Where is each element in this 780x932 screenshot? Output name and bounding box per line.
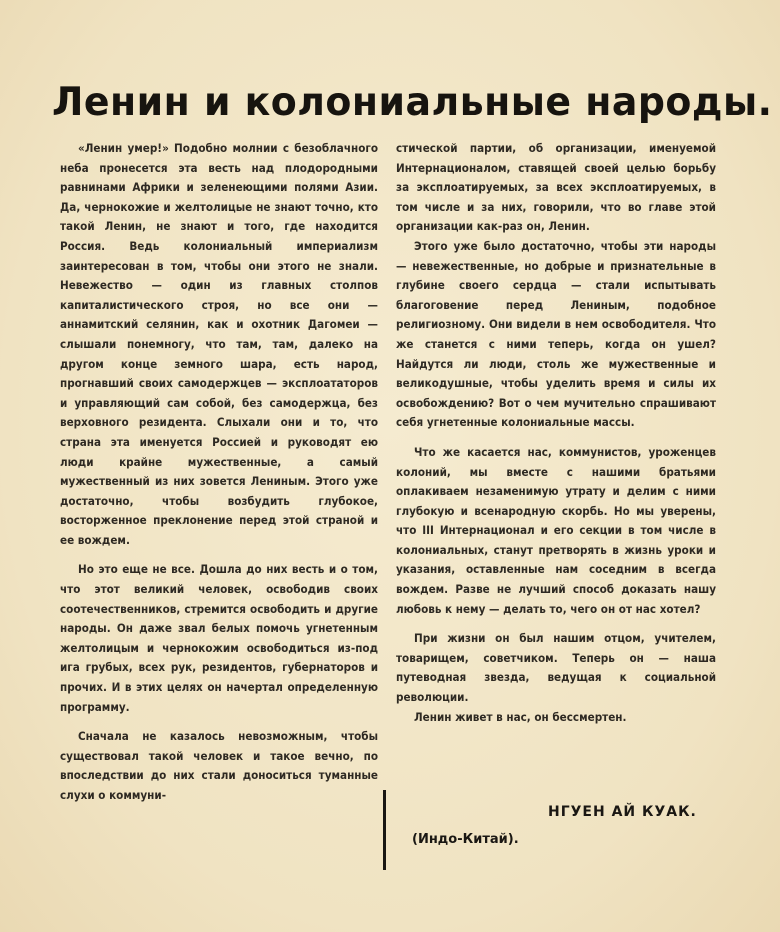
article-title: Ленин и колониальные народы. bbox=[52, 80, 773, 125]
article-paragraph: стической партии, об организации, именуемой Интернационалом, ставящей своей целью борьбу за эксплоатируемых, за всех эксплоатируемых, в том числе и за них, говорили, что во главе этой организации как-раз он, Ленин. bbox=[396, 141, 716, 234]
article-right-column bbox=[396, 139, 716, 727]
article-paragraph: Ленин живет в нас, он бессмертен. bbox=[414, 709, 627, 724]
article-paragraph: При жизни он был нашим отцом, учителем, товарищем, советчиком. Теперь он — наша путеводная звезда, ведущая к социальной революции. bbox=[396, 631, 716, 705]
article-paragraph: Что же касается нас, коммунистов, уроженцев колоний, мы вместе с нашими братьями оплакиваем незаменимую утрату и делим с ними глубокую и всенародную скорбь. Но мы уверены, что III Интернационал и его секции в том числе в колониальных, станут претворять в жизнь уроки и указания, оставленные нам соседним в всегда вождем. Разве не лучший способ доказать нашу любовь к нему — делать то, чего он от нас хотел? bbox=[396, 444, 716, 616]
article-paragraph: Сначала не казалось невозможным, чтобы существовал такой человек и такое вечно, по впоследствии до них стали доноситься туманные слухи о коммуни- bbox=[60, 729, 378, 802]
column-divider bbox=[383, 790, 386, 870]
author-signature: НГУЕН АЙ КУАК. bbox=[548, 804, 697, 820]
article-paragraph: Но это еще не все. Дошла до них весть и о том, что этот великий человек, освободив своих соотечественников, стремится освободить и другие народы. Он даже звал белых помочь угнетенным желтолицым и чернокожим освободиться из-под ига грубых, всех рук, резидентов, губернаторов и прочих. И в этих целях он начертал определенную программу. bbox=[60, 562, 378, 714]
article-left-column bbox=[60, 139, 378, 806]
author-location: (Индо-Китай). bbox=[412, 832, 519, 847]
article-paragraph: Этого уже было достаточно, чтобы эти народы — невежественные, но добрые и признательные в глубине своего сердца — стали испытывать благоговение перед Лениным, подобное религиозному. Они видели в нем освободителя. Что же станется с ними теперь, когда он ушел? Найдутся ли люди, столь же мужественные и великодушные, чтобы уделить время и силы их освобождению? Вот о чем мучительно спрашивают себя угнетенные колониальные массы. bbox=[396, 238, 716, 430]
article-paragraph: «Ленин умер!» Подобно молнии с безоблачного неба пронесется эта весть над плодородными равнинами Африки и зеленеющими полями Азии. Да, чернокожие и желтолицые не знают точно, кто такой Ленин, не знают и того, где находится Россия. Ведь колониальный империализм заинтересован в том, чтобы они этого не знали. Невежество — один из главных столпов капиталистического строя, но все они — аннамитский селянин, как и охотник Дагомеи — слышали понемногу, что там, там, далеко на другом конце земного шара, есть народ, прогнавший своих самодержцев — эксплоататоров и управляющий сам собой, без самодержца, без верховного резидента. Слыхали они и то, что страна эта именуется Россией и руководят ею люди крайне мужественные, а самый мужественный из них зовется Лениным. Этого уже достаточно, чтобы возбудить глубокое, восторженное преклонение перед этой страной и ее вождем. bbox=[60, 141, 378, 547]
